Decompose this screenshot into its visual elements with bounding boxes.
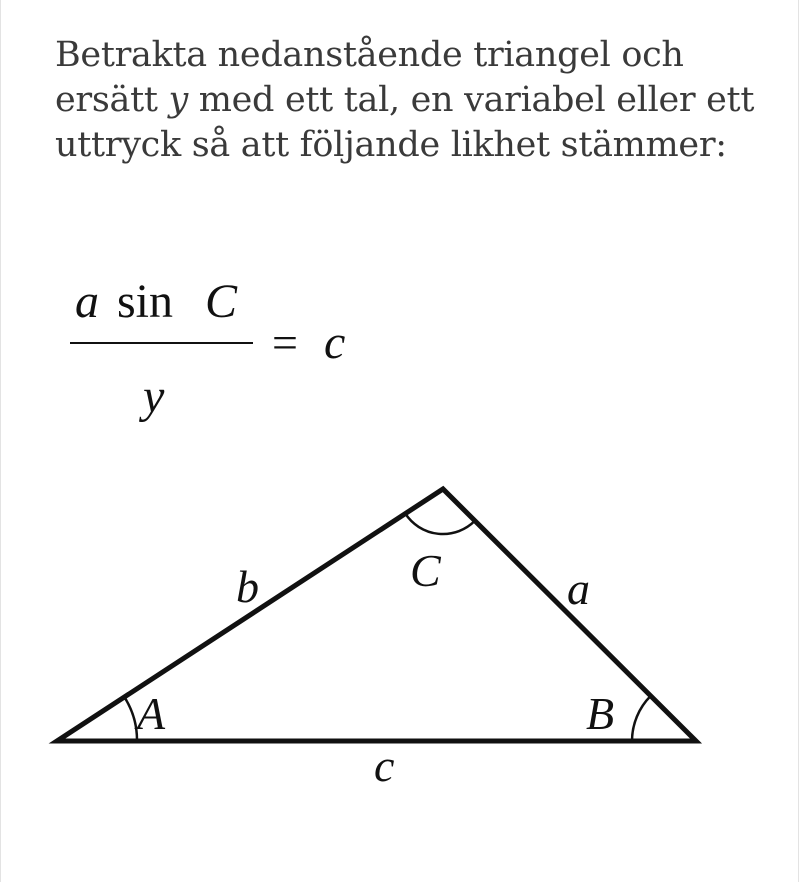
numerator-variable: a (75, 275, 99, 328)
angle-B-arc (632, 696, 651, 741)
numerator-argument: C (205, 275, 238, 328)
angle-C-arc (405, 514, 475, 534)
fraction-denominator: y (143, 370, 165, 423)
angle-A-arc (124, 697, 137, 741)
numerator-function: sin (117, 275, 174, 328)
angle-B-label: B (586, 688, 615, 739)
side-b-label: b (236, 561, 259, 612)
side-c-label: c (374, 740, 395, 791)
equals-sign: = (272, 317, 298, 368)
question-text-start: Betrakta nedanstående triangel och ersätt (55, 35, 684, 120)
equation-rhs: c (324, 316, 346, 369)
side-a-label: a (567, 563, 590, 614)
angle-C-label: C (410, 545, 441, 596)
question-variable: y (168, 80, 188, 120)
angle-A-label: A (137, 688, 166, 739)
question-text-end: med ett tal, en variabel eller ett uttryck så att följande likhet stämmer: (55, 80, 755, 165)
